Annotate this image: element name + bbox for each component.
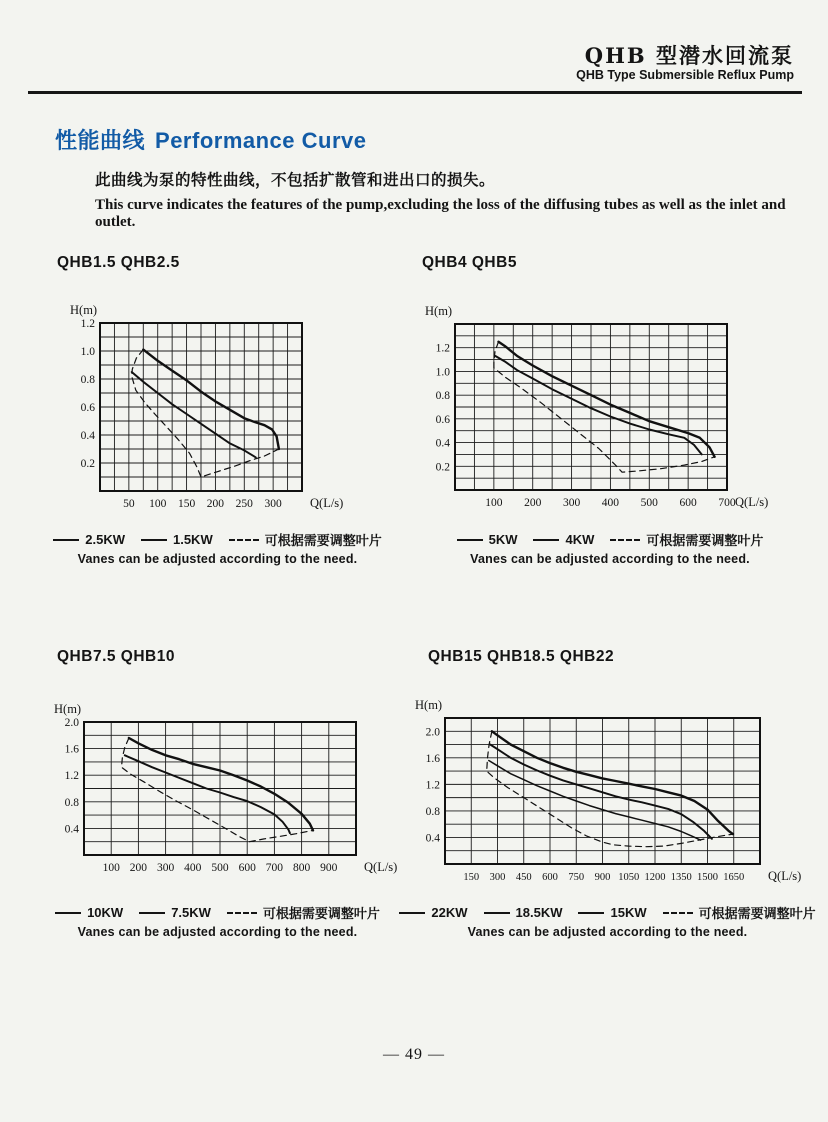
legend-item [484, 905, 563, 920]
legend-label: 7.5KW [171, 905, 211, 920]
chart-figure-qhb15-18-5-22 [407, 692, 818, 896]
svg-text:200: 200 [129, 862, 148, 874]
legend-qhb15-18-5-22 [415, 903, 816, 939]
svg-text:0.6: 0.6 [80, 402, 95, 414]
legend-note: Vanes can be adjusted according to the need. [77, 552, 358, 566]
svg-text:400: 400 [184, 862, 202, 874]
section-title-en: Performance Curve [155, 128, 367, 153]
header-title-en: QHB Type Submersible Reflux Pump [576, 68, 794, 83]
svg-text:0.4: 0.4 [64, 823, 79, 836]
legend-item [227, 903, 380, 922]
svg-text:500: 500 [640, 497, 658, 509]
legend-label: 可根据需要调整叶片 [264, 533, 382, 548]
solid-line-swatch [399, 912, 425, 914]
svg-text:1.0: 1.0 [80, 346, 95, 358]
svg-text:2.0: 2.0 [425, 726, 440, 739]
svg-text:200: 200 [206, 498, 225, 510]
svg-text:0.2: 0.2 [80, 458, 95, 470]
svg-text:100: 100 [102, 862, 120, 874]
performance-chart-canvas [407, 692, 818, 891]
svg-text:600: 600 [238, 862, 256, 874]
chart-title-qhb4-5: QHB4 QHB5 [422, 254, 517, 271]
svg-text:100: 100 [485, 497, 503, 509]
chart-figure-qhb7-5-10 [46, 696, 414, 887]
legend-item [139, 905, 211, 920]
svg-text:H(m): H(m) [415, 698, 443, 712]
legend-item [53, 532, 125, 547]
solid-line-swatch [533, 539, 559, 541]
svg-text:Q(L/s): Q(L/s) [310, 496, 344, 510]
svg-text:H(m): H(m) [425, 304, 453, 318]
solid-line-swatch [578, 912, 604, 914]
svg-text:Q(L/s): Q(L/s) [735, 495, 769, 509]
svg-text:150: 150 [463, 872, 480, 883]
svg-text:1.6: 1.6 [425, 752, 440, 765]
dashed-line-swatch [610, 539, 640, 541]
svg-text:700: 700 [265, 862, 284, 874]
section-description [95, 168, 828, 231]
svg-text:0.8: 0.8 [425, 805, 440, 818]
solid-line-swatch [55, 912, 81, 914]
legend-item [141, 532, 213, 547]
legend-label: 15KW [610, 905, 647, 920]
svg-text:1200: 1200 [644, 872, 666, 883]
svg-text:900: 900 [320, 862, 338, 874]
svg-text:450: 450 [515, 872, 532, 883]
description-cn: 此曲线为泵的特性曲线，不包括扩散管和进出口的损失。 [95, 172, 496, 189]
svg-text:200: 200 [524, 497, 542, 509]
legend-label: 1.5KW [172, 532, 213, 547]
legend-item [610, 530, 763, 549]
svg-text:600: 600 [679, 497, 697, 509]
legend-note: Vanes can be adjusted according to the need. [77, 925, 358, 939]
svg-text:250: 250 [235, 498, 253, 510]
svg-text:1.2: 1.2 [425, 779, 440, 792]
svg-text:1.6: 1.6 [64, 743, 79, 756]
legend-qhb4-5 [430, 530, 790, 566]
legend-item [663, 903, 816, 922]
legend-label: 10KW [87, 905, 124, 920]
legend-row [50, 530, 385, 549]
svg-text:800: 800 [292, 862, 311, 874]
chart-title-qhb1-5-2-5: QHB1.5 QHB2.5 [57, 254, 180, 271]
solid-line-swatch [53, 539, 79, 541]
svg-text:500: 500 [211, 862, 229, 874]
svg-text:400: 400 [601, 497, 620, 509]
legend-label: 4KW [565, 532, 595, 547]
solid-line-swatch [141, 539, 167, 541]
svg-text:0.8: 0.8 [64, 796, 79, 809]
legend-label: 22KW [431, 905, 468, 920]
solid-line-swatch [457, 539, 483, 541]
svg-text:900: 900 [594, 872, 611, 883]
performance-chart-canvas [417, 298, 785, 517]
legend-qhb7-5-10 [50, 903, 385, 939]
solid-line-swatch [139, 912, 165, 914]
svg-text:0.8: 0.8 [80, 374, 95, 386]
legend-label: 18.5KW [515, 905, 563, 920]
legend-row [415, 903, 816, 922]
legend-label: 可根据需要调整叶片 [262, 906, 380, 921]
legend-item [399, 905, 467, 920]
header-rule [28, 91, 802, 94]
chart-title-qhb15-18-5-22: QHB15 QHB18.5 QHB22 [428, 648, 615, 665]
svg-text:0.4: 0.4 [435, 437, 450, 450]
svg-text:1.2: 1.2 [435, 342, 450, 355]
svg-text:50: 50 [123, 498, 135, 510]
dashed-line-swatch [229, 539, 259, 541]
legend-label: 5KW [488, 532, 518, 547]
legend-label: 可根据需要调整叶片 [646, 533, 764, 548]
legend-item [533, 532, 594, 547]
svg-text:300: 300 [264, 498, 282, 510]
svg-text:700: 700 [718, 497, 736, 509]
svg-text:600: 600 [542, 872, 558, 883]
legend-label: 2.5KW [85, 532, 125, 547]
legend-row [430, 530, 790, 549]
svg-text:1.2: 1.2 [64, 770, 79, 783]
svg-text:1.0: 1.0 [435, 366, 450, 379]
legend-label: 可根据需要调整叶片 [698, 906, 816, 921]
svg-text:0.2: 0.2 [435, 461, 450, 474]
svg-text:0.8: 0.8 [435, 390, 450, 403]
performance-chart-canvas [46, 696, 414, 882]
legend-note: Vanes can be adjusted according to the need. [467, 925, 748, 939]
chart-figure-qhb1-5-2-5 [62, 297, 360, 523]
description-en: This curve indicates the features of the pump,excluding the loss of the diffusing tubes as well as the inlet and outlet. [95, 197, 786, 230]
chart-figure-qhb4-5 [417, 298, 785, 522]
svg-text:0.4: 0.4 [425, 832, 440, 845]
legend-row [50, 903, 385, 922]
svg-text:H(m): H(m) [70, 303, 98, 317]
svg-text:100: 100 [149, 498, 167, 510]
svg-text:0.6: 0.6 [435, 413, 450, 426]
svg-text:150: 150 [177, 498, 196, 510]
page-header [576, 44, 794, 82]
section-title-cn: 性能曲线 [55, 128, 146, 153]
svg-text:Q(L/s): Q(L/s) [768, 869, 802, 883]
svg-text:1050: 1050 [618, 872, 640, 883]
legend-item [578, 905, 646, 920]
svg-text:1.2: 1.2 [80, 318, 95, 330]
svg-text:300: 300 [562, 497, 581, 509]
dashed-line-swatch [227, 912, 257, 914]
svg-text:0.4: 0.4 [80, 430, 95, 442]
legend-item [457, 532, 518, 547]
solid-line-swatch [484, 912, 510, 914]
legend-note: Vanes can be adjusted according to the need. [470, 552, 750, 566]
svg-text:1350: 1350 [670, 872, 692, 883]
svg-text:300: 300 [489, 872, 506, 883]
svg-text:1650: 1650 [723, 872, 745, 883]
svg-text:300: 300 [156, 862, 175, 874]
svg-text:750: 750 [568, 872, 585, 883]
legend-item [229, 530, 382, 549]
legend-item [55, 905, 123, 920]
svg-text:2.0: 2.0 [64, 717, 79, 729]
dashed-line-swatch [663, 912, 693, 914]
performance-chart-canvas [62, 297, 360, 518]
chart-title-qhb7-5-10: QHB7.5 QHB10 [57, 648, 175, 665]
svg-text:1500: 1500 [697, 872, 718, 883]
page-number: — 49 — [383, 1046, 445, 1063]
section-title [55, 124, 367, 155]
svg-text:H(m): H(m) [54, 702, 82, 716]
header-title-cn: QHB 型潜水回流泵 [584, 43, 794, 68]
svg-text:Q(L/s): Q(L/s) [364, 860, 398, 874]
legend-qhb1-5-2-5 [50, 530, 385, 566]
